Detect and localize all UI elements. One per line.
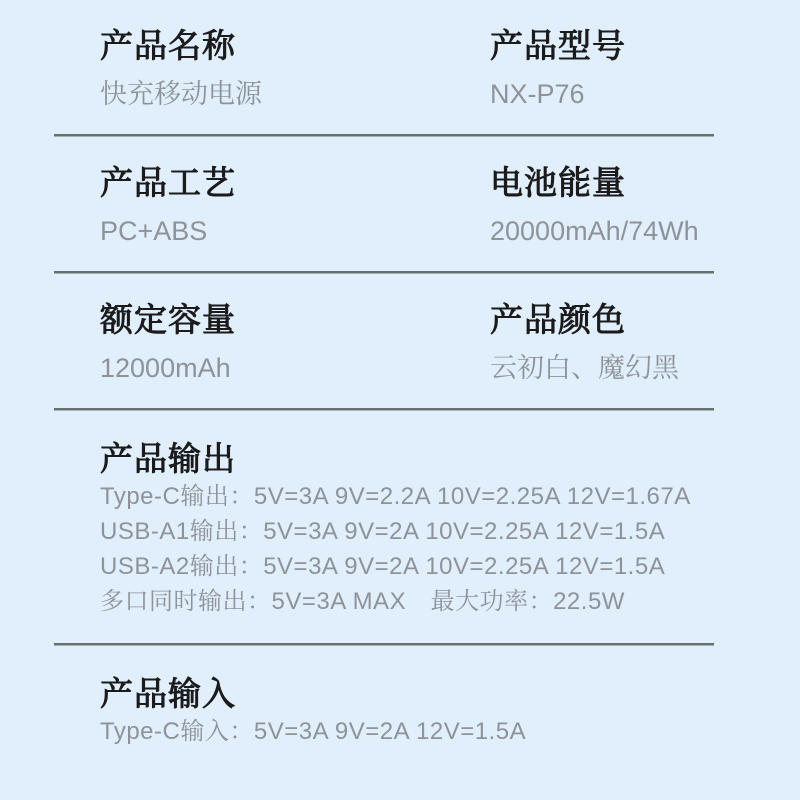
spec-product-material xyxy=(100,163,490,247)
spec-row-material-battery xyxy=(0,137,800,247)
output-section-title: 产品输出 xyxy=(100,440,236,477)
input-section xyxy=(0,646,800,749)
spec-label-product-material: 产品工艺 xyxy=(100,164,236,201)
spec-value-battery-energy: 20000mAh/74Wh xyxy=(490,216,699,246)
output-line-multi-port: 多口同时输出：5V=3A MAX 最大功率：22.5W xyxy=(100,588,625,615)
spec-value-product-model: NX-P76 xyxy=(490,79,585,109)
input-line-type-c: Type-C输入：5V=3A 9V=2A 12V=1.5A xyxy=(100,718,527,745)
spec-label-product-model: 产品型号 xyxy=(490,27,626,64)
spec-label-rated-capacity: 额定容量 xyxy=(100,301,236,338)
spec-value-rated-capacity: 12000mAh xyxy=(100,353,231,383)
spec-rated-capacity xyxy=(100,300,490,384)
spec-product-name xyxy=(100,26,490,110)
output-line-type-c: Type-C输出：5V=3A 9V=2.2A 10V=2.25A 12V=1.67A xyxy=(100,483,691,510)
spec-battery-energy xyxy=(490,163,800,247)
output-line-usb-a2: USB-A2输出：5V=3A 9V=2A 10V=2.25A 12V=1.5A xyxy=(100,553,666,580)
spec-value-product-color: 云初白、魔幻黑 xyxy=(490,353,679,383)
input-section-title: 产品输入 xyxy=(100,675,236,712)
spec-value-product-material: PC+ABS xyxy=(100,216,208,246)
spec-label-product-color: 产品颜色 xyxy=(490,301,626,338)
output-line-usb-a1: USB-A1输出：5V=3A 9V=2A 10V=2.25A 12V=1.5A xyxy=(100,518,666,545)
spec-row-name-model xyxy=(0,0,800,110)
spec-label-battery-energy: 电池能量 xyxy=(490,164,626,201)
spec-row-capacity-color xyxy=(0,274,800,384)
spec-product-color xyxy=(490,300,800,384)
output-section xyxy=(0,411,800,619)
spec-value-product-name: 快充移动电源 xyxy=(100,79,262,109)
spec-product-model xyxy=(490,26,800,110)
spec-label-product-name: 产品名称 xyxy=(100,27,236,64)
